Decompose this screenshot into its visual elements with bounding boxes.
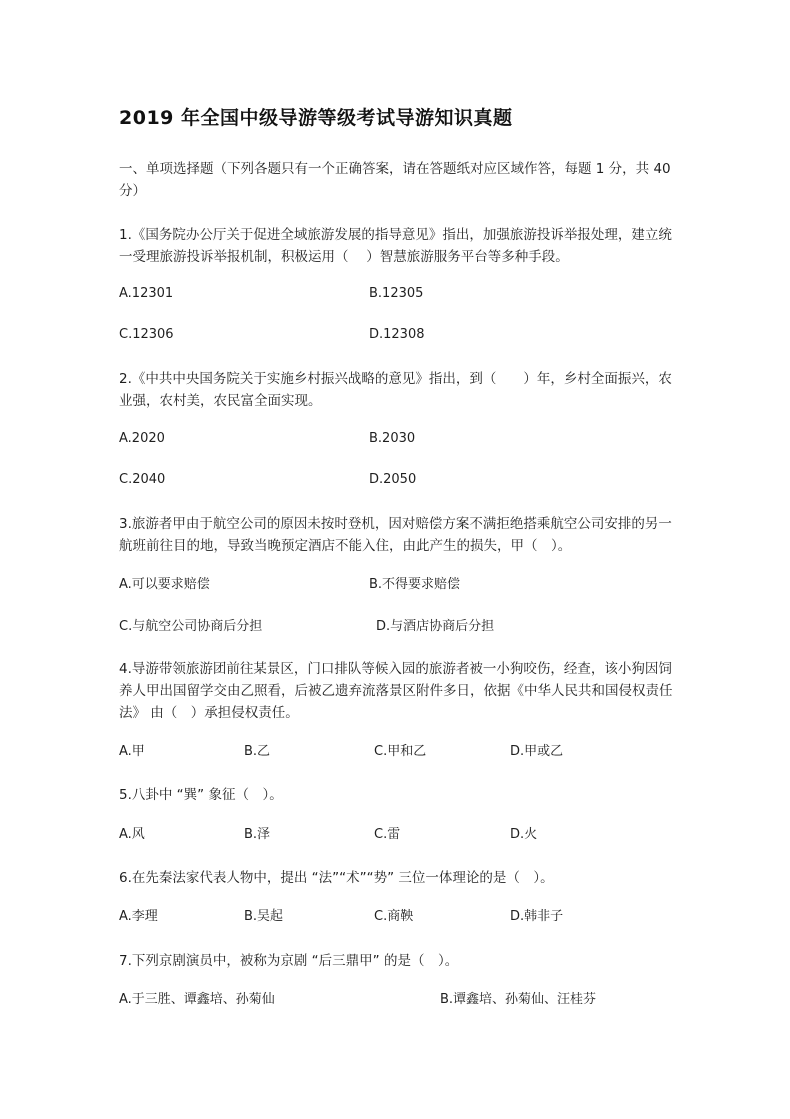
question-2-option-d: D.2050 <box>369 472 417 487</box>
question-5-option-a: A.风 <box>119 827 145 842</box>
document-title: 2019 年全国中级导游等级考试导游知识真题 <box>119 107 513 129</box>
question-5-option-d: D.火 <box>510 827 538 842</box>
question-1-option-d: D.12308 <box>369 327 425 342</box>
question-3-option-c: C.与航空公司协商后分担 <box>119 619 263 634</box>
question-6-option-d: D.韩非子 <box>510 909 564 924</box>
question-1-option-a: A.12301 <box>119 286 174 301</box>
question-2-option-c: C.2040 <box>119 472 166 487</box>
question-6-option-c: C.商鞅 <box>374 909 414 924</box>
question-1-stem: 1.《国务院办公厅关于促进全域旅游发展的指导意见》指出，加强旅游投诉举报处理，建立统一受理旅游投诉举报机制，积极运用（ ）智慧旅游服务平台等多种手段。 <box>119 227 672 265</box>
question-2-option-a: A.2020 <box>119 431 165 446</box>
question-2-option-b: B.2030 <box>369 431 416 446</box>
question-3-stem: 3.旅游者甲由于航空公司的原因未按时登机，因对赔偿方案不满拒绝搭乘航空公司安排的另一航班前往目的地，导致当晚预定酒店不能入住，由此产生的损失，甲（ ）。 <box>119 516 672 554</box>
question-3-option-d: D.与酒店协商后分担 <box>376 619 495 634</box>
question-6-stem: 6.在先秦法家代表人物中，提出 “法”“术”“势” 三位一体理论的是（ ）。 <box>119 870 554 886</box>
question-7-option-a: A.于三胜、谭鑫培、孙菊仙 <box>119 992 275 1007</box>
question-2-stem: 2.《中共中央国务院关于实施乡村振兴战略的意见》指出，到（ ）年，乡村全面振兴，农业强，农村美，农民富全面实现。 <box>119 371 672 409</box>
question-5-option-c: C.雷 <box>374 827 401 842</box>
question-6-option-b: B.吴起 <box>244 909 284 924</box>
question-4-option-d: D.甲或乙 <box>510 744 564 759</box>
question-7-stem: 7.下列京剧演员中，被称为京剧 “后三鼎甲” 的是（ ）。 <box>119 953 459 969</box>
question-1-option-c: C.12306 <box>119 327 174 342</box>
question-1-option-b: B.12305 <box>369 286 424 301</box>
section-heading: 一、单项选择题（下列各题只有一个正确答案，请在答题纸对应区域作答，每题 1 分，共 40 分） <box>119 161 685 199</box>
question-6-option-a: A.李理 <box>119 909 158 924</box>
question-4-stem: 4.导游带领旅游团前往某景区，门口排队等候入园的旅游者被一小狗咬伤，经查，该小狗因饲养人甲出国留学交由乙照看，后被乙遗弃流落景区附件多日，依据《中华人民共和国侵权责任法》 由（ ）承担侵权责任。 <box>119 661 673 721</box>
question-7-option-b: B.谭鑫培、孙菊仙、汪桂芬 <box>440 992 597 1007</box>
question-4-option-a: A.甲 <box>119 744 145 759</box>
question-5-stem: 5.八卦中 “巽” 象征（ ）。 <box>119 787 283 803</box>
question-3-option-b: B.不得要求赔偿 <box>369 577 461 592</box>
question-3-option-a: A.可以要求赔偿 <box>119 577 210 592</box>
question-5-option-b: B.泽 <box>244 827 271 842</box>
question-4-option-b: B.乙 <box>244 744 271 759</box>
question-4-option-c: C.甲和乙 <box>374 744 427 759</box>
